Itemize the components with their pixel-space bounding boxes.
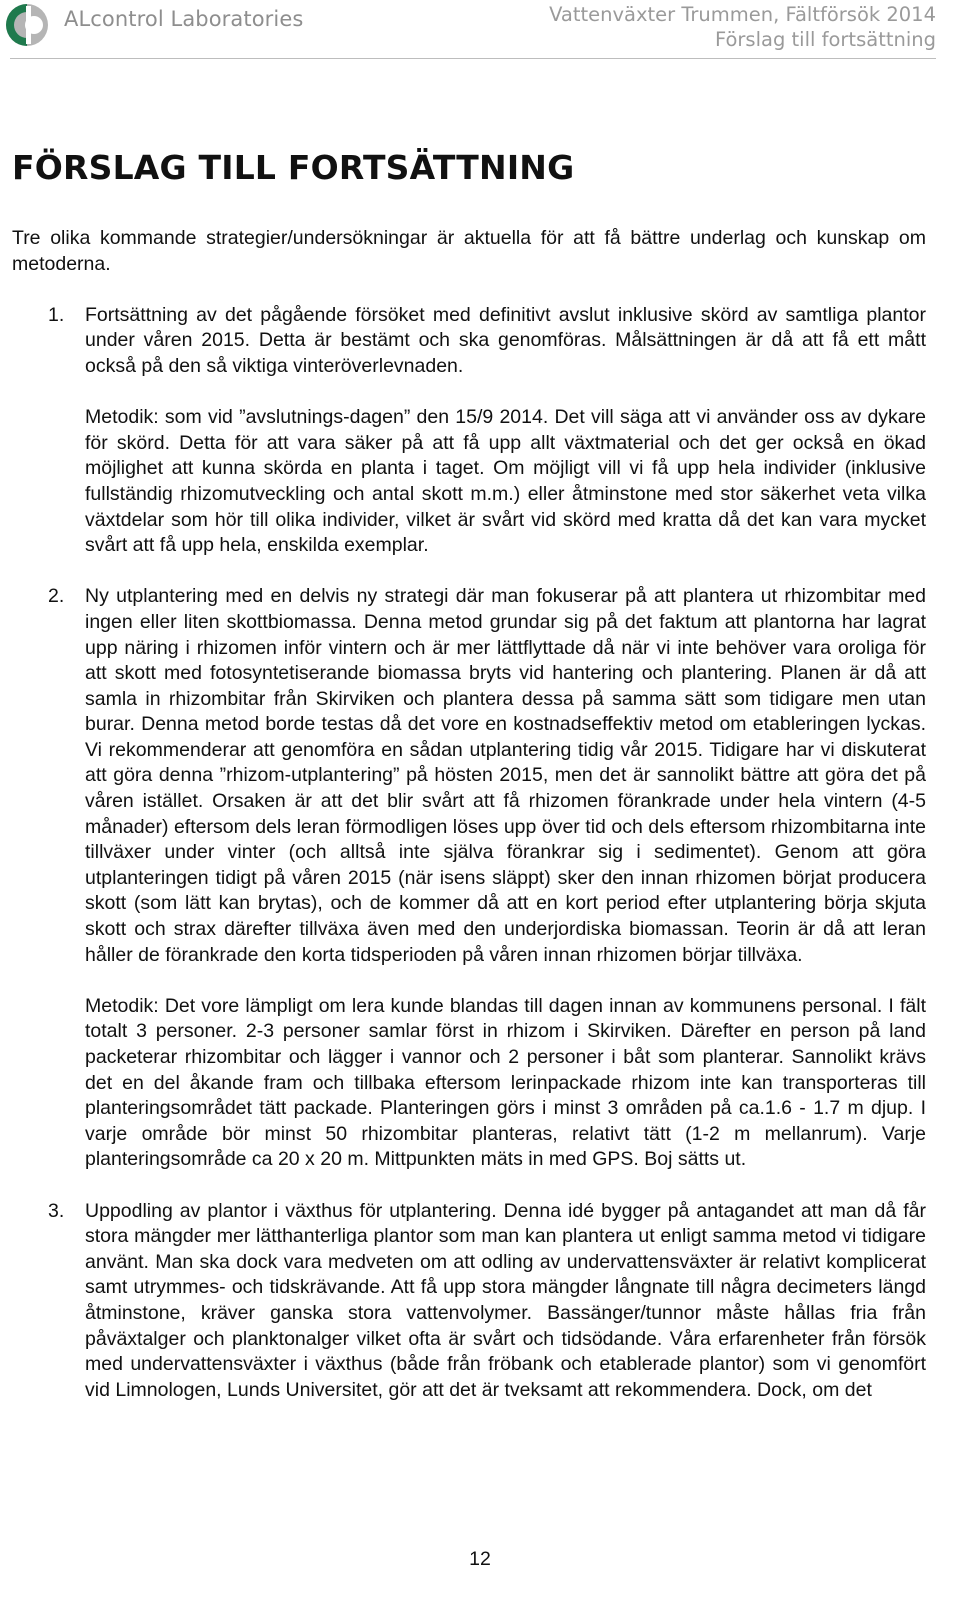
list-number: 3. bbox=[48, 1199, 65, 1222]
intro-paragraph: Tre olika kommande strategier/undersökningar är aktuella för att få bättre underlag och kunskap om metoderna. bbox=[12, 227, 926, 275]
list-item-paragraph: Metodik: som vid ”avslutnings-dagen” den 15/9 2014. Det vill säga att vi använder oss av dykare för skörd. Detta för att vara säker på att få upp allt växtmaterial och det ger också en ökad möjlighet att kunna skörda en planta i taget. Om möjligt vill vi få upp hela individer (inklusive fullständig rhizomutveckling och antal skott m.m.) eller åtminstone med stor säkerhet veta vilka växtdelar som hör till olika individer, vilket är svårt vid skörd med kratta då det kan vara mycket svårt att få upp hela, enskilda exemplar. bbox=[85, 406, 926, 557]
list-item-3 bbox=[12, 1199, 926, 1404]
section-title: Förslag till fortsättning bbox=[714, 28, 936, 51]
list-number: 2. bbox=[48, 585, 65, 608]
list-item-paragraph: Uppodling av plantor i växthus för utplantering. Denna idé bygger på antagandet att man då får stora mängder mer lätthanterliga plantor som man kan plantera ut enligt samma metod vi tidigare använt. Man ska dock vara medveten om att odling av undervattensväxter är relativt komplicerat samt utrymmes- och tidskrävande. Att få upp stora mängder långnate till några decimeters längd åtminstone, kräver ganska stora vattenvolymer. Bassänger/tunnor måste hållas fria från påväxtalger och planktonalger vilket ofta är svårt och tidsödande. Våra erfarenheter från försök med undervattensväxter i växthus (både från fröbank och etablerade plantor) som vi genomfört vid Limnologen, Lunds Universitet, gör att det är tveksamt att rekommendera. Dock, om det bbox=[85, 1199, 926, 1401]
brand-name: ALcontrol Laboratories bbox=[64, 7, 304, 31]
project-title: Vattenväxter Trummen, Fältförsök 2014 bbox=[549, 3, 936, 26]
list-item-1 bbox=[12, 303, 926, 559]
list-item-2 bbox=[12, 584, 926, 1173]
alcontrol-logo-icon bbox=[4, 2, 50, 48]
document-body bbox=[12, 226, 926, 1429]
header-running-title bbox=[549, 2, 936, 52]
header-divider bbox=[10, 58, 936, 59]
list-item-paragraph: Metodik: Det vore lämpligt om lera kunde blandas till dagen innan av kommunens personal. I fält totalt 3 personer. 2-3 personer samlar först in rhizom i Skirviken. Därefter en person på land packeterar rhizombitar och lägger i vannor och 2 personer i båt som planterar. Sannolikt krävs det en del åkande fram och tillbaka eftersom lerinpackade rhizom inte kan transporteras till planteringsområdet tätt packade. Planteringen görs i minst 3 områden på ca.1.6 - 1.7 m djup. I varje område bör minst 50 rhizombitar planteras, relativt tätt (1-2 m mellanrum). Varje planteringsområde ca 20 x 20 m. Mittpunkten mäts in med GPS. Boj sätts ut. bbox=[85, 994, 926, 1171]
page-header bbox=[0, 0, 960, 60]
list-number: 1. bbox=[48, 303, 65, 326]
page-title: FÖRSLAG TILL FORTSÄTTNING bbox=[12, 148, 575, 187]
page-number: 12 bbox=[469, 1548, 491, 1570]
list-item-paragraph: Fortsättning av det pågående försöket med definitivt avslut inklusive skörd av samtliga plantor under våren 2015. Detta är bestämt och ska genomföras. Målsättningen är då att få ett mått också på den så viktiga vinteröverlevnaden. bbox=[85, 303, 926, 377]
list-item-paragraph: Ny utplantering med en delvis ny strategi där man fokuserar på att plantera ut rhizombitar med ingen eller liten skottbiomassa. Denna metod grundar sig på det faktum att plantorna har lagrat upp näring i rhizomen inför vintern och är mer lättflyttade då när vi inte behöver vara oroliga för att skott med fotosyntetiserande biomassa bryts vid hantering och plantering. Planen är då att samla in rhizombitar från Skirviken och plantera dessa på samma sätt som tidigare men utan burar. Denna metod borde testas då det vore en kostnadseffektiv metod om etableringen lyckas. Vi rekommenderar att genomföra en sådan utplantering tidig vår 2015. Tidigare har vi diskuterat att göra denna ”rhizom-utplantering” på hösten 2015, men det är sannolikt bättre att göra det på våren istället. Orsaken är att det blir svårt att få rhizomen förankrade under hela vintern (4-5 månader) eftersom dels leran förmodligen löses upp över tid och dels eftersom rhizombitarna inte tillväxer under vinter (och alltså inte själva förankrar sig i sedimentet). Genom att göra utplanteringen tidigt på våren 2015 (när isens släppt) sker den innan rhizomen börjat producera skott (som lätt kan brytas), och de kommer då att en kort period efter utplantering börja skjuta skott och strax därefter tillväxa även med den underjordiska biomassan. Teorin är då att leran håller de förankrade den korta tidsperioden på våren innan rhizomen börjar tillväxa. bbox=[85, 585, 926, 966]
